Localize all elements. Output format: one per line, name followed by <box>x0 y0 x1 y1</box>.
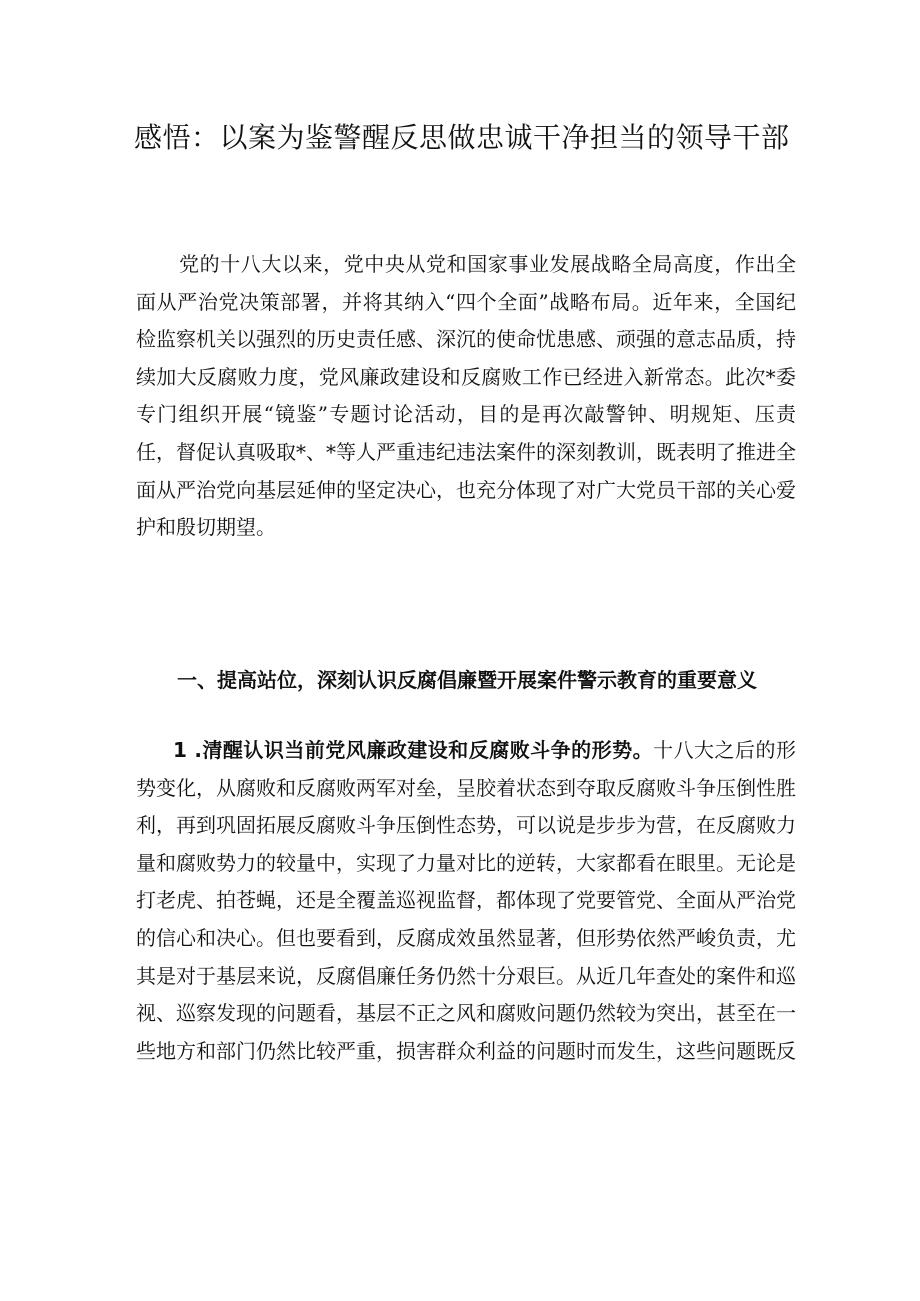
section-1-item-1-lead: 1 .清醒认识当前党风廉政建设和反腐败斗争的形势。 <box>173 738 654 762</box>
section-1-item-1-text: 十八大之后的形势变化，从腐败和反腐败两军对垒，呈胶着状态到夺取反腐败斗争压倒性胜利，再到巩固拓展反腐败斗争压倒性态势，可以说是步步为营，在反腐败力量和腐败势力的较量中，实现了力量对比的逆转，大家都看在眼里。无论是打老虎、拍苍蝇，还是全覆盖巡视监督，都体现了党要管党、全面从严治党的信心和决心。但也要看到，反腐成效虽然显著，但形势依然严峻负责，尤其是对于基层来说，反腐倡廉任务仍然十分艰巨。从近几年查处的案件和巡视、巡察发现的问题看，基层不正之风和腐败问题仍然较为突出，甚至在一些地方和部门仍然比较严重，损害群众利益的问题时而发生，这些问题既反 <box>136 738 796 1063</box>
document-title: 感悟：以案为鉴警醒反思做忠诚干净担当的领导干部 <box>134 121 790 154</box>
section-1-heading: 一、提高站位，深刻认识反腐倡廉暨开展案件警示教育的重要意义 <box>177 668 757 692</box>
intro-paragraph: 党的十八大以来，党中央从党和国家事业发展战略全局高度，作出全面从严治党决策部署，并将其纳入“四个全面”战略布局。近年来，全国纪检监察机关以强烈的历史责任感、深沉的使命忧患感、顽强的意志品质，持续加大反腐败力度，党风廉政建设和反腐败工作已经进入新常态。此次*委专门组织开展“镜鉴”专题讨论活动，目的是再次敲警钟、明规矩、压责任，督促认真吸取*、*等人严重违纪违法案件的深刻教训，既表明了推进全面从严治党向基层延伸的坚定决心，也充分体现了对广大党员干部的关心爱护和殷切期望。 <box>136 252 796 540</box>
section-1-item-1-paragraph <box>136 732 796 1070</box>
